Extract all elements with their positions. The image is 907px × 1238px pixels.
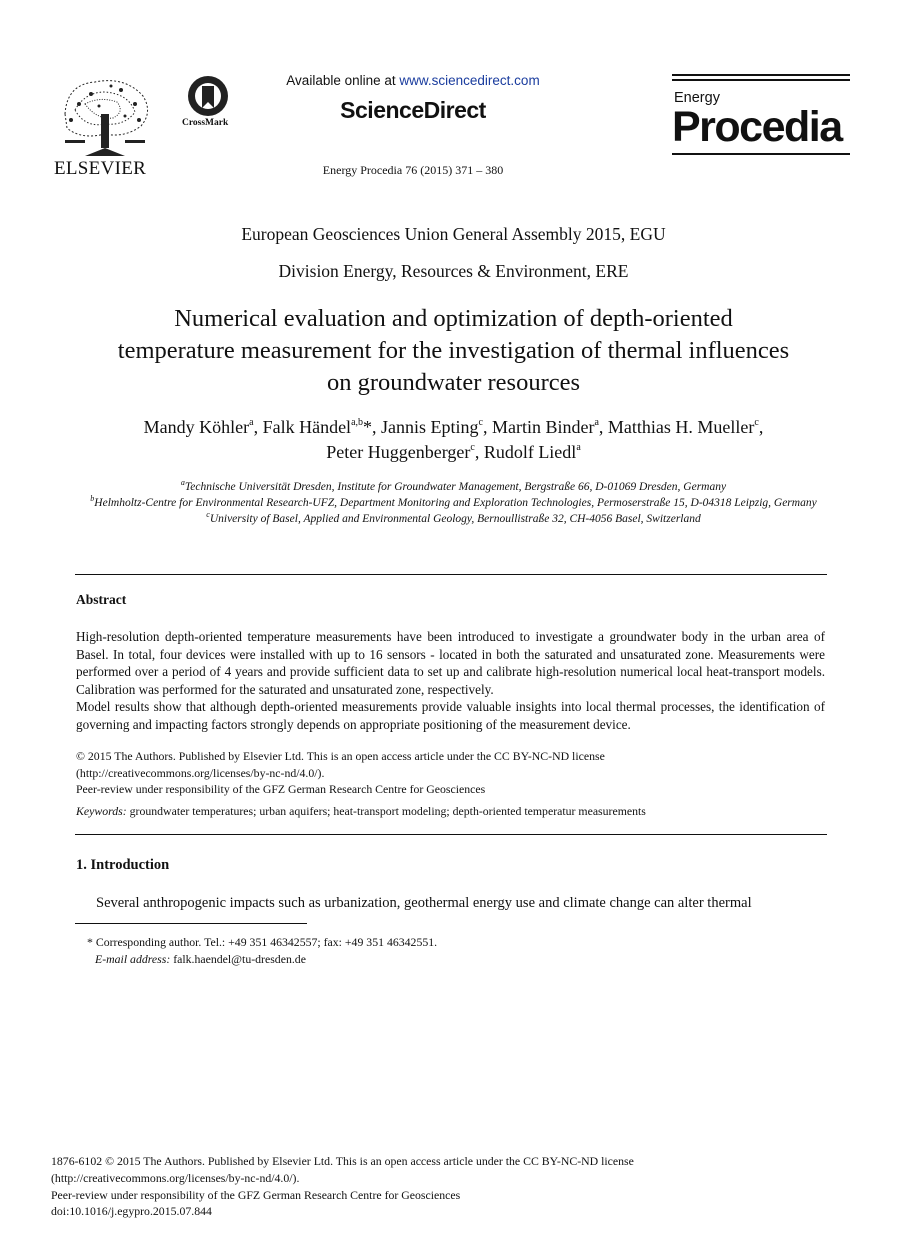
author-separator: , (253, 417, 263, 437)
keywords (76, 804, 825, 819)
logo-rule (672, 153, 850, 155)
conference-line-1: European Geosciences Union General Assembly 2015, EGU (241, 224, 666, 244)
publication-footer (51, 1153, 851, 1220)
author-name: Jannis Epting (381, 417, 479, 437)
license-block (76, 748, 825, 798)
doi[interactable]: doi:10.1016/j.egypro.2015.07.844 (51, 1204, 212, 1219)
peer-review-line: Peer-review under responsibility of the GFZ German Research Centre for Geosciences (51, 1187, 461, 1202)
logo-rule (672, 79, 850, 81)
availability-line (268, 73, 558, 88)
author-separator: , (482, 417, 492, 437)
license-link[interactable]: (http://creativecommons.org/licenses/by-nc-nd/4.0/). (76, 765, 325, 780)
sciencedirect-logo: ScienceDirect (340, 97, 486, 123)
affiliation-list (76, 479, 831, 527)
divider (75, 574, 827, 575)
journal-logo-top: Energy (674, 90, 720, 106)
author-line (60, 440, 847, 465)
author-affiliation-mark: a,b (351, 417, 364, 428)
abstract-paragraph: Model results show that although depth-oriented measurements provide valuable insights into local thermal processes, the identification of governing and impacting factors strongly depends on appropriate positioning of the measurement device. (76, 699, 825, 732)
affiliation-mark: b (90, 494, 95, 503)
title-line: Numerical evaluation and optimization of depth-oriented (174, 305, 733, 332)
author-name: Peter Huggenberger (326, 442, 471, 462)
keywords-label: Keywords: (76, 804, 127, 818)
affiliation-text: University of Basel, Applied and Environmental Geology, Bernoullistraße 32, CH-4056 Basel, Switzerland (209, 513, 701, 525)
footnote-divider (75, 923, 307, 924)
affiliation (76, 479, 831, 495)
abstract-heading: Abstract (76, 592, 127, 607)
abstract-body (76, 628, 825, 733)
affiliation-text: Technische Universität Dresden, Institute for Groundwater Management, Bergstraße 66, D-01069 Dresden, Germany (184, 481, 727, 493)
author-affiliation-mark: a (576, 442, 581, 453)
keywords-text: groundwater temperatures; urban aquifers; heat-transport modeling; depth-oriented temperatur measurements (126, 804, 646, 818)
paper-title (60, 303, 847, 399)
journal-logo-bottom: Procedia (672, 103, 842, 151)
affiliation-mark: a (180, 478, 185, 487)
logo-rule (672, 74, 850, 76)
license-link[interactable]: (http://creativecommons.org/licenses/by-nc-nd/4.0/). (51, 1170, 300, 1185)
author-affiliation-mark: c (754, 417, 759, 428)
footnote (87, 934, 437, 967)
author-name: Rudolf Liedl (483, 442, 577, 462)
sciencedirect-link[interactable]: www.sciencedirect.com (399, 73, 540, 88)
author-affiliation-mark: c (478, 417, 483, 428)
author-affiliation-mark: a (249, 417, 254, 428)
crossmark-label: CrossMark (182, 118, 229, 128)
email-label: E-mail address: (95, 951, 171, 966)
author-separator: , (758, 417, 764, 437)
peer-review-line: Peer-review under responsibility of the GFZ German Research Centre for Geosciences (76, 782, 486, 796)
corresponding-author: * Corresponding author. Tel.: +49 351 46342557; fax: +49 351 46342551. (87, 935, 438, 949)
author-name: Matthias H. Mueller (607, 417, 755, 437)
author-name: Martin Binder (491, 417, 595, 437)
author-line (60, 415, 847, 440)
email-line (87, 951, 437, 968)
conference-line-2: Division Energy, Resources & Environment, ERE (278, 261, 629, 281)
email-address[interactable]: falk.haendel@tu-dresden.de (170, 951, 306, 966)
publisher-name: ELSEVIER (54, 158, 147, 179)
author-separator: *, (363, 417, 382, 437)
license-line: © 2015 The Authors. Published by Elsevier Ltd. This is an open access article under the CC BY-NC-ND license (76, 749, 605, 763)
author-affiliation-mark: c (470, 442, 475, 453)
availability-prefix: Available online at (286, 73, 400, 88)
section-heading: 1. Introduction (76, 857, 170, 873)
author-affiliation-mark: a (594, 417, 599, 428)
affiliation (76, 495, 831, 511)
divider (75, 834, 827, 835)
author-separator: , (598, 417, 608, 437)
journal-reference: Energy Procedia 76 (2015) 371 – 380 (322, 163, 504, 177)
abstract-paragraph: High-resolution depth-oriented temperature measurements have been introduced to investigate a groundwater body in the urban area of Basel. In total, four devices were installed with up to 16 sensors - located in both the saturated and unsaturated zone. Measurements were performed over a period of 4 years and provide sufficient data to set up and calibrate high-resolution numerical local heat-transport models. Calibration was performed for the saturated and unsaturated zone, respectively. (76, 629, 825, 697)
affiliation (76, 511, 831, 527)
author-separator: , (474, 442, 484, 462)
author-name: Falk Händel (262, 417, 352, 437)
title-line: temperature measurement for the investigation of thermal influences (117, 337, 790, 364)
author-name: Mandy Köhler (143, 417, 250, 437)
issn-line: 1876-6102 © 2015 The Authors. Published by Elsevier Ltd. This is an open access article under the CC BY-NC-ND license (51, 1154, 634, 1168)
title-line: on groundwater resources (326, 369, 581, 396)
author-list (60, 415, 847, 465)
intro-paragraph: Several anthropogenic impacts such as urbanization, geothermal energy use and climate change can alter thermal (96, 895, 752, 911)
affiliation-mark: c (206, 510, 210, 519)
journal-logo (672, 74, 850, 158)
affiliation-text: Helmholtz-Centre for Environmental Research-UFZ, Department Monitoring and Exploration Technologies, Permoserstraße 15, D-04318 Leipzig, Germany (94, 497, 817, 509)
